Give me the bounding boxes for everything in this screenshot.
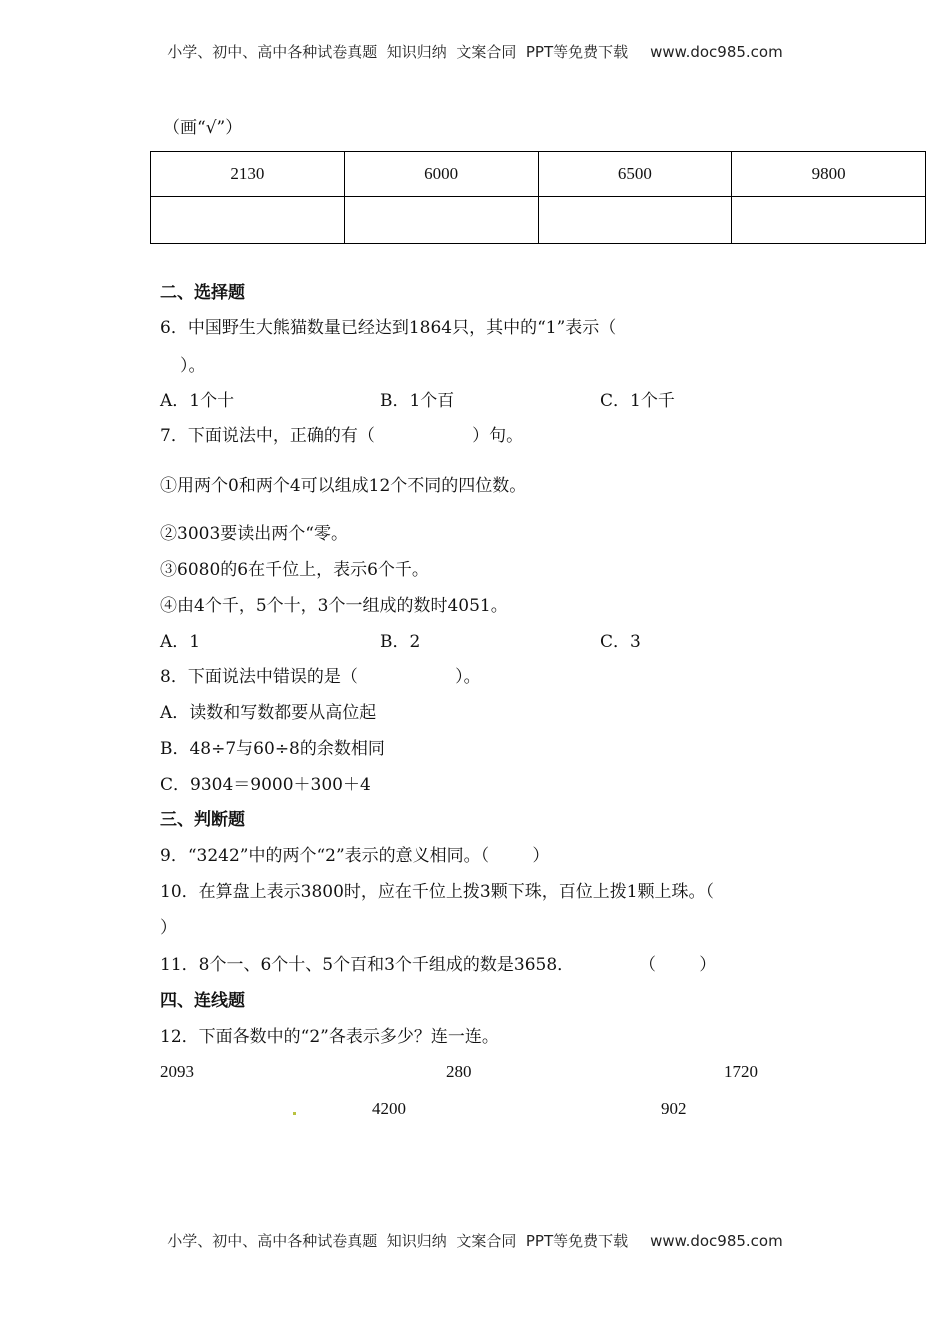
q12-text: 12．下面各数中的“2”各表示多少？连一连。 bbox=[160, 1027, 499, 1047]
q10-tail: ） bbox=[160, 918, 177, 938]
page-header bbox=[0, 41, 950, 62]
header-text: 小学、初中、高中各种试卷真题 知识归纳 文案合同 PPT等免费下载 bbox=[167, 43, 629, 61]
q8-stem: 8．下面说法中错误的是（ ）。 bbox=[160, 667, 481, 687]
q7-statement-3: ③6080的6在千位上，表示6个千。 bbox=[160, 560, 429, 580]
answer-cell[interactable] bbox=[732, 197, 926, 244]
table-note: （画“√”） bbox=[163, 118, 243, 138]
q9-text: 9．“3242”中的两个“2”表示的意义相同。（ ） bbox=[160, 846, 550, 866]
q6-option-c[interactable]: C．1个千 bbox=[600, 391, 675, 411]
q8-option-b[interactable]: B．48÷7与60÷8的余数相同 bbox=[160, 739, 385, 759]
table-header-cell: 2130 bbox=[151, 152, 345, 197]
q7-stem: 7．下面说法中，正确的有（ ）句。 bbox=[160, 426, 524, 446]
q7-option-c[interactable]: C．3 bbox=[600, 632, 641, 652]
scan-speck bbox=[293, 1112, 296, 1115]
answer-cell[interactable] bbox=[344, 197, 538, 244]
q11-text: 11．8个一、6个十、5个百和3个千组成的数是3658． （ ） bbox=[160, 955, 717, 975]
section-title-choice: 二、选择题 bbox=[160, 283, 245, 303]
q8-option-c[interactable]: C．9304＝9000＋300＋4 bbox=[160, 775, 371, 795]
match-number[interactable]: 1720 bbox=[724, 1062, 758, 1081]
section-title-match: 四、连线题 bbox=[160, 991, 245, 1011]
match-number[interactable]: 280 bbox=[446, 1062, 472, 1081]
q6-option-b[interactable]: B．1个百 bbox=[380, 391, 455, 411]
table-header-cell: 6000 bbox=[344, 152, 538, 197]
footer-url: www.doc985.com bbox=[650, 1232, 783, 1250]
q7-statement-2: ②3003要读出两个“零。 bbox=[160, 524, 348, 544]
q6-option-a[interactable]: A．1个十 bbox=[160, 391, 235, 411]
page-footer bbox=[0, 1230, 950, 1251]
q7-option-b[interactable]: B．2 bbox=[380, 632, 421, 652]
q7-statement-4: ④由4个千，5个十，3个一组成的数时4051。 bbox=[160, 596, 508, 616]
section-title-judge: 三、判断题 bbox=[160, 810, 245, 830]
answer-cell[interactable] bbox=[151, 197, 345, 244]
q6-tail: ）。 bbox=[180, 356, 206, 376]
q6-stem: 6．中国野生大熊猫数量已经达到1864只，其中的“1”表示（ bbox=[160, 318, 617, 338]
table-header-cell: 6500 bbox=[538, 152, 732, 197]
match-number[interactable]: 2093 bbox=[160, 1062, 194, 1081]
match-number[interactable]: 4200 bbox=[372, 1099, 406, 1118]
footer-text: 小学、初中、高中各种试卷真题 知识归纳 文案合同 PPT等免费下载 bbox=[167, 1232, 629, 1250]
header-url: www.doc985.com bbox=[650, 43, 783, 61]
q7-option-a[interactable]: A．1 bbox=[160, 632, 201, 652]
number-table bbox=[150, 151, 926, 244]
q10-text: 10．在算盘上表示3800时，应在千位上拨3颗下珠，百位上拨1颗上珠。（ bbox=[160, 882, 715, 902]
answer-cell[interactable] bbox=[538, 197, 732, 244]
q7-statement-1: ①用两个0和两个4可以组成12个不同的四位数。 bbox=[160, 476, 527, 496]
table-header-cell: 9800 bbox=[732, 152, 926, 197]
match-number[interactable]: 902 bbox=[661, 1099, 687, 1118]
q8-option-a[interactable]: A．读数和写数都要从高位起 bbox=[160, 703, 377, 723]
